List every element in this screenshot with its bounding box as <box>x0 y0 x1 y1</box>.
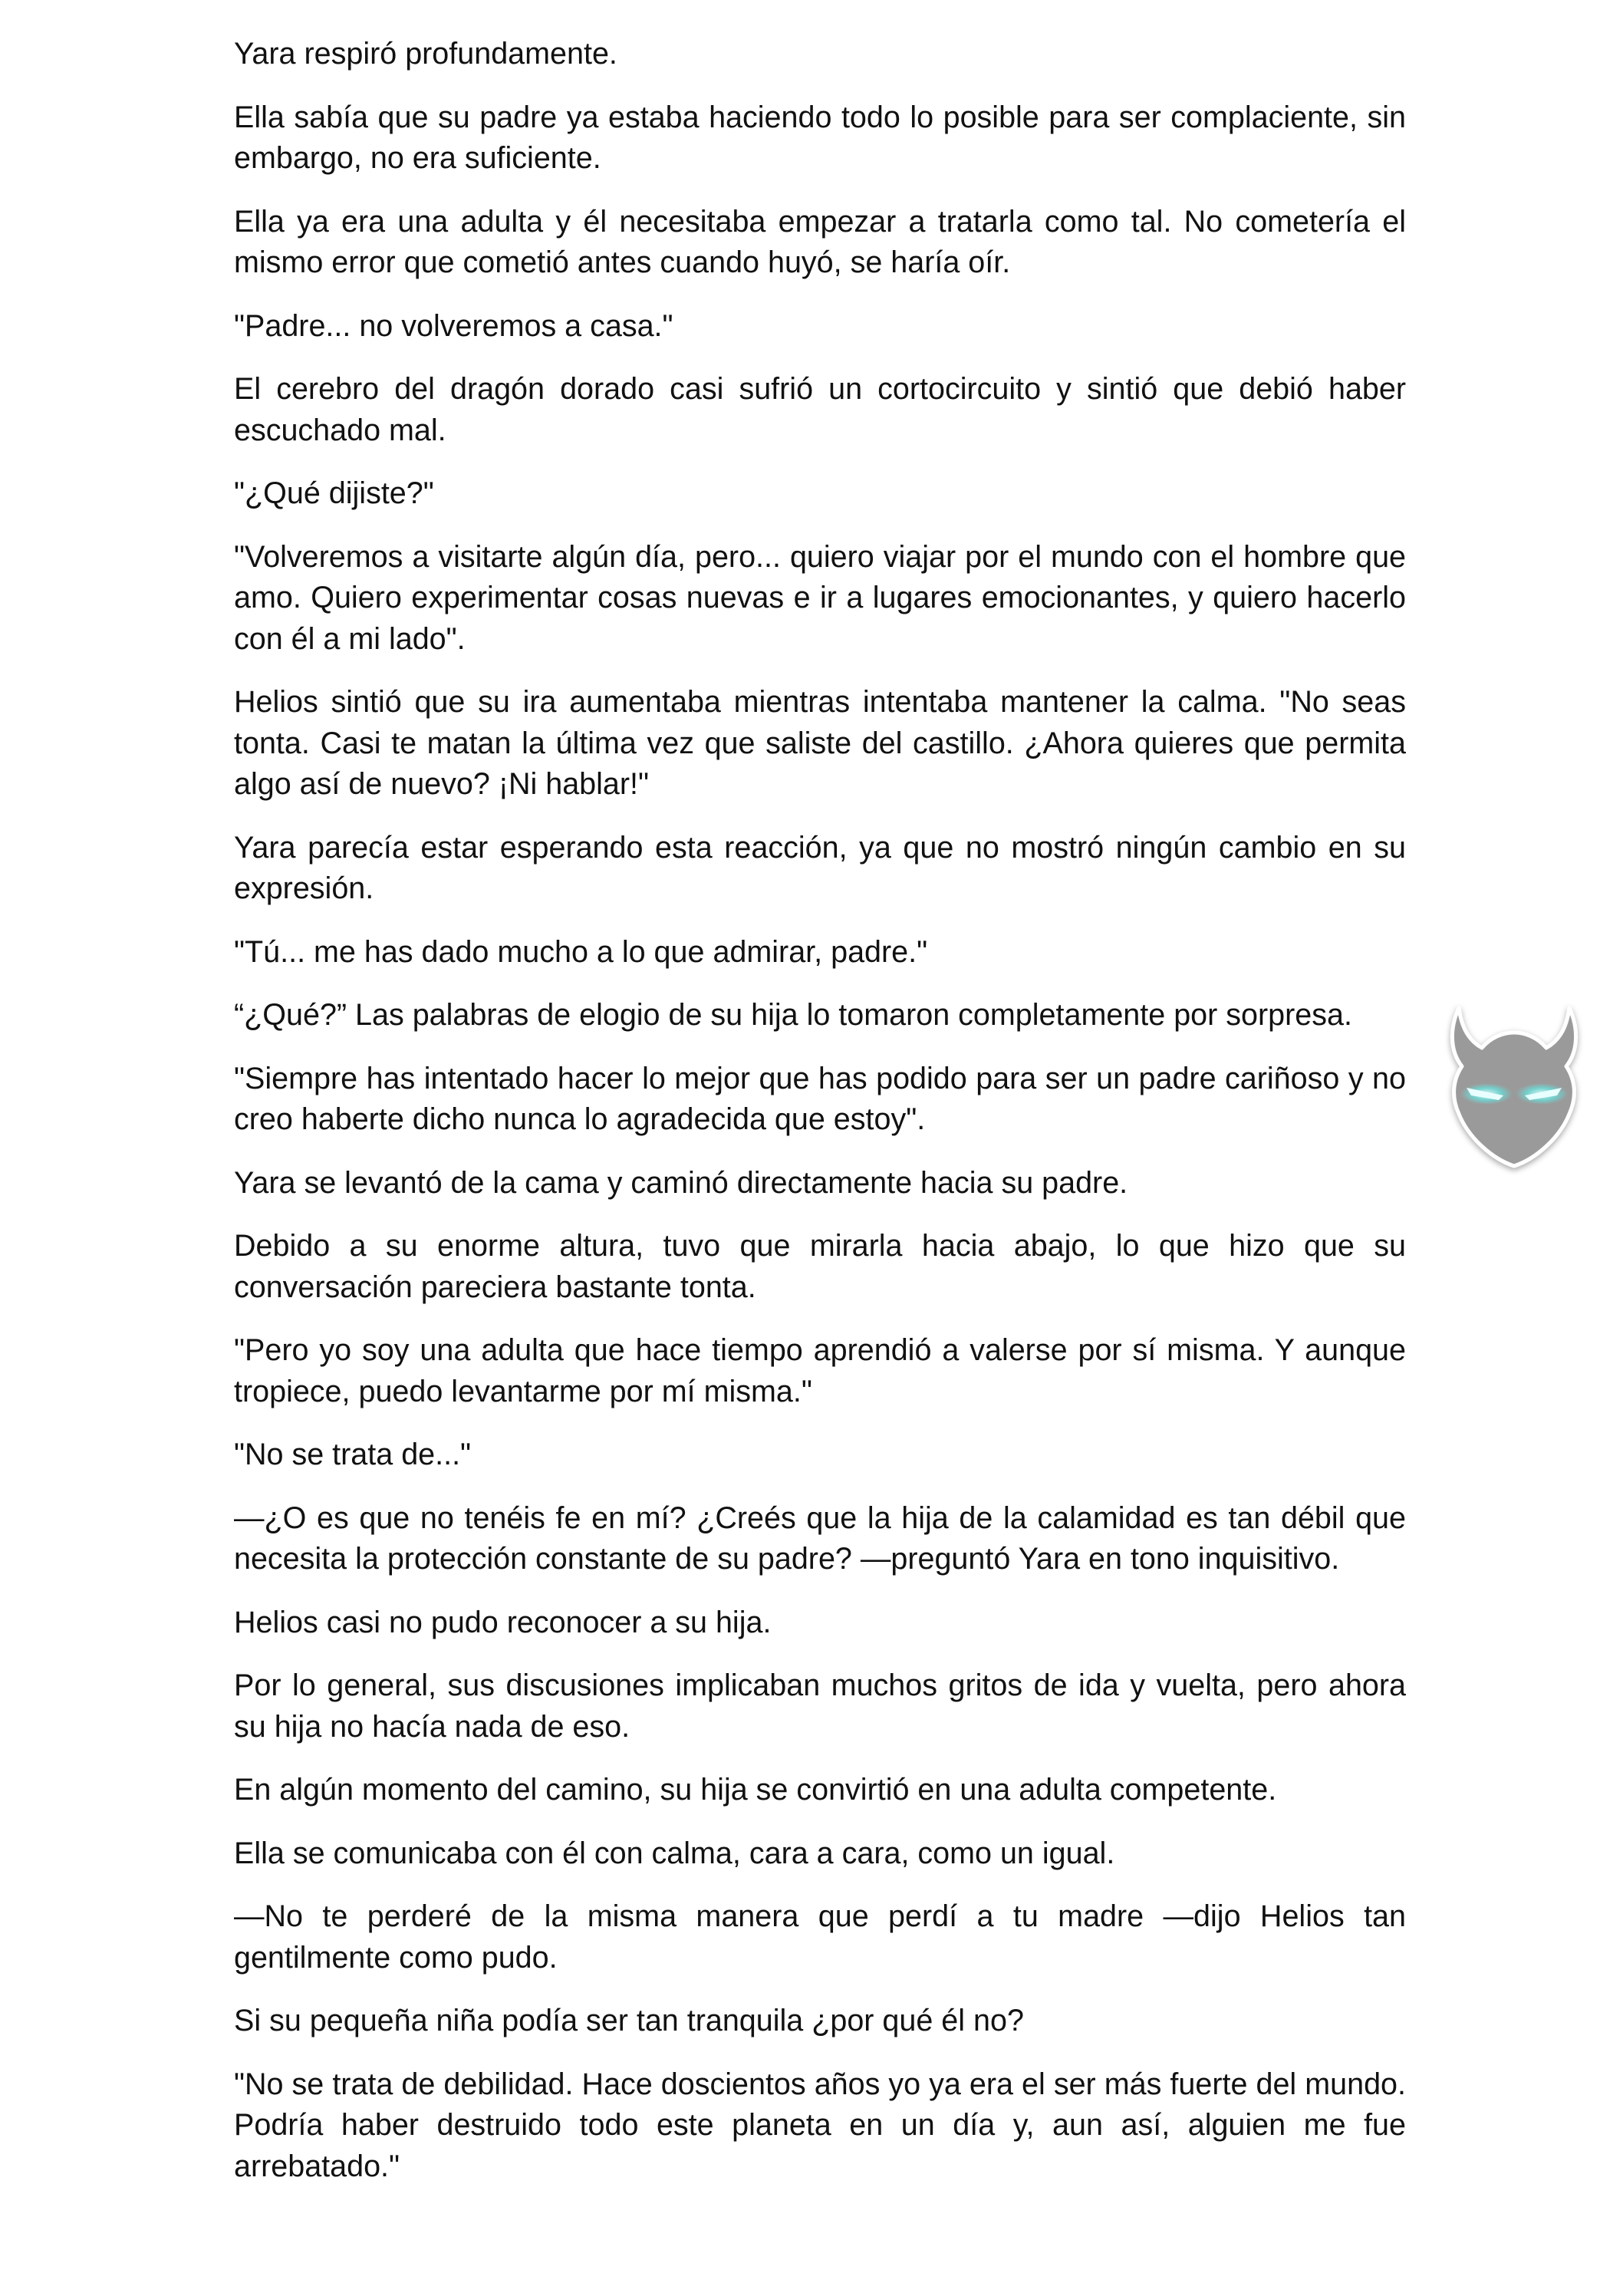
paragraph: Ella se comunicaba con él con calma, cara a cara, como un igual. <box>234 1836 1115 1870</box>
demon-head-icon-svg <box>1437 994 1591 1175</box>
paragraph: Ella ya era una adulta y él necesitaba empezar a tratarla como tal. No cometería el mismo error que cometió antes cuando huyó, se haría oír. <box>234 204 1406 279</box>
paragraph: "Siempre has intentado hacer lo mejor que has podido para ser un padre cariñoso y no creo haberte dicho nunca lo agradecida que estoy". <box>234 1061 1406 1136</box>
paragraph: Yara respiró profundamente. <box>234 37 617 71</box>
paragraph: Helios casi no pudo reconocer a su hija. <box>234 1605 772 1639</box>
paragraph: "¿Qué dijiste?" <box>234 476 434 510</box>
paragraph: En algún momento del camino, su hija se convirtió en una adulta competente. <box>234 1773 1277 1807</box>
paragraph: El cerebro del dragón dorado casi sufrió un cortocircuito y sintió que debió haber escuchado mal. <box>234 372 1406 447</box>
document-body <box>234 34 1406 2209</box>
paragraph: Si su pequeña niña podía ser tan tranquila ¿por qué él no? <box>234 2004 1024 2037</box>
paragraph: Yara se levantó de la cama y caminó directamente hacia su padre. <box>234 1165 1128 1200</box>
paragraph: "No se trata de..." <box>234 1438 472 1471</box>
paragraph: "Volveremos a visitarte algún día, pero... quiero viajar por el mundo con el hombre que amo. Quiero experimentar cosas nuevas e ir a lugares emocionantes, y quiero hacerlo con él a mi lado". <box>234 539 1406 656</box>
paragraph: “¿Qué?” Las palabras de elogio de su hija lo tomaron completamente por sorpresa. <box>234 998 1352 1032</box>
paragraph: Ella sabía que su padre ya estaba haciendo todo lo posible para ser complaciente, sin embargo, no era suficiente. <box>234 100 1406 175</box>
paragraph: Debido a su enorme altura, tuvo que mirarla hacia abajo, lo que hizo que su conversación pareciera bastante tonta. <box>234 1229 1406 1304</box>
paragraph: "No se trata de debilidad. Hace doscientos años yo ya era el ser más fuerte del mundo. Podría haber destruido todo este planeta en un día y, aun así, alguien me fue arrebatado." <box>234 2067 1406 2183</box>
paragraph: —¿O es que no tenéis fe en mí? ¿Creés que la hija de la calamidad es tan débil que necesita la protección constante de su padre? —preguntó Yara en tono inquisitivo. <box>234 1500 1406 1576</box>
paragraph: —No te perderé de la misma manera que perdí a tu madre —dijo Helios tan gentilmente como pudo. <box>234 1899 1406 1975</box>
paragraph: Helios sintió que su ira aumentaba mientras intentaba mantener la calma. "No seas tonta. Casi te matan la última vez que saliste del castillo. ¿Ahora quieres que permita algo así de nuevo? ¡Ni hablar!" <box>234 685 1406 801</box>
demon-head-icon <box>1437 994 1591 1175</box>
paragraph: Yara parecía estar esperando esta reacción, ya que no mostró ningún cambio en su expresión. <box>234 830 1406 905</box>
paragraph: Por lo general, sus discusiones implicaban muchos gritos de ida y vuelta, pero ahora su hija no hacía nada de eso. <box>234 1668 1406 1744</box>
paragraph: "Tú... me has dado mucho a lo que admirar, padre." <box>234 934 928 969</box>
paragraph: "Pero yo soy una adulta que hace tiempo aprendió a valerse por sí misma. Y aunque tropiece, puedo levantarme por mí misma." <box>234 1333 1406 1408</box>
paragraph: "Padre... no volveremos a casa." <box>234 308 673 343</box>
